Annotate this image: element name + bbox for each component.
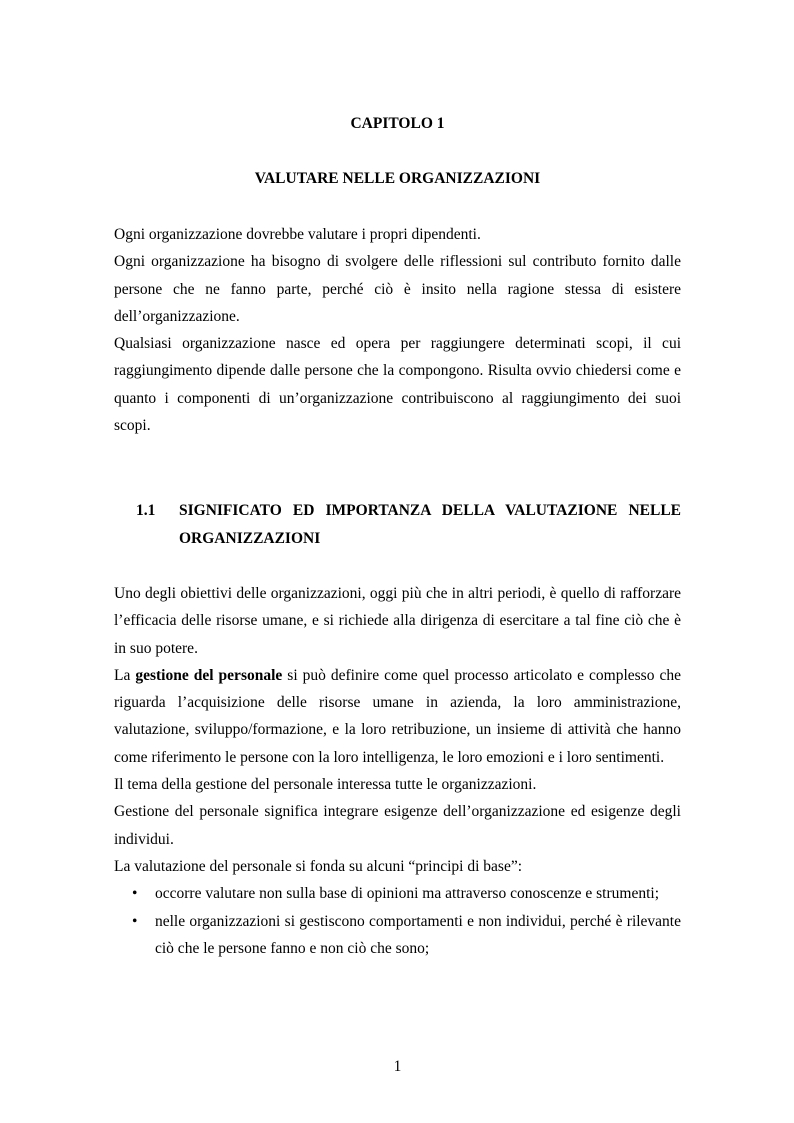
section-paragraph-2	[114, 662, 681, 771]
chapter-title: VALUTARE NELLE ORGANIZZAZIONI	[254, 170, 541, 187]
intro-paragraph-3: Qualsiasi organizzazione nasce ed opera per raggiungere determinati scopi, il cui raggiungimento dipende dalle persone che la compongono. Risulta ovvio chiedersi come e quanto i componenti di un’organizzazione contribuiscono al raggiungimento dei suoi scopi.	[114, 335, 681, 435]
paragraph-2-prefix: La	[114, 666, 136, 684]
section-paragraph-4: Gestione del personale significa integrare esigenze dell’organizzazione ed esigenze degli individui.	[114, 803, 681, 848]
paragraph-2-rest: si può definire come quel processo articolato e complesso che riguarda l’acquisizione delle risorse umane in azienda, la loro amministrazione, valutazione, sviluppo/formazione, e la loro retribuzione, un insieme di attività che hanno come riferimento le persone con la loro intelligenza, le loro emozioni e i loro sentimenti.	[114, 666, 681, 766]
list-item	[114, 908, 681, 963]
list-item-text: nelle organizzazioni si gestiscono comportamenti e non individui, perché è rilevante ciò che le persone fanno e non ciò che sono;	[155, 912, 681, 957]
section-paragraph-3: Il tema della gestione del personale interessa tutte le organizzazioni.	[114, 776, 537, 794]
intro-text	[114, 221, 681, 439]
section-number: 1.1	[136, 502, 156, 519]
list-item	[114, 880, 681, 907]
list-item-text: occorre valutare non sulla base di opinioni ma attraverso conoscenze e strumenti;	[155, 885, 659, 903]
section-heading	[136, 497, 681, 553]
bullet-icon: •	[132, 885, 138, 903]
bullet-icon: •	[132, 912, 138, 930]
chapter-label: CAPITOLO 1	[350, 115, 445, 132]
intro-paragraph-2: Ogni organizzazione ha bisogno di svolgere delle riflessioni sul contributo fornito dalle persone che ne fanno parte, perché ciò è insito nella ragione stessa di esistere dell’organizzazione.	[114, 253, 681, 325]
bold-term: gestione del personale	[135, 666, 283, 684]
intro-paragraph-1: Ogni organizzazione dovrebbe valutare i propri dipendenti.	[114, 226, 481, 243]
section-body	[114, 580, 681, 962]
principles-list	[114, 880, 681, 962]
section-paragraph-1: Uno degli obiettivi delle organizzazioni, oggi più che in altri periodi, è quello di rafforzare l’efficacia delle risorse umane, e si richiede alla dirigenza di esercitare a tal fine ciò che è in suo potere.	[114, 585, 681, 657]
section-title: SIGNIFICATO ED IMPORTANZA DELLA VALUTAZIONE NELLE ORGANIZZAZIONI	[179, 502, 681, 547]
section-paragraph-5: La valutazione del personale si fonda su alcuni “principi di base”:	[114, 857, 523, 875]
page-number: 1	[393, 1058, 402, 1075]
